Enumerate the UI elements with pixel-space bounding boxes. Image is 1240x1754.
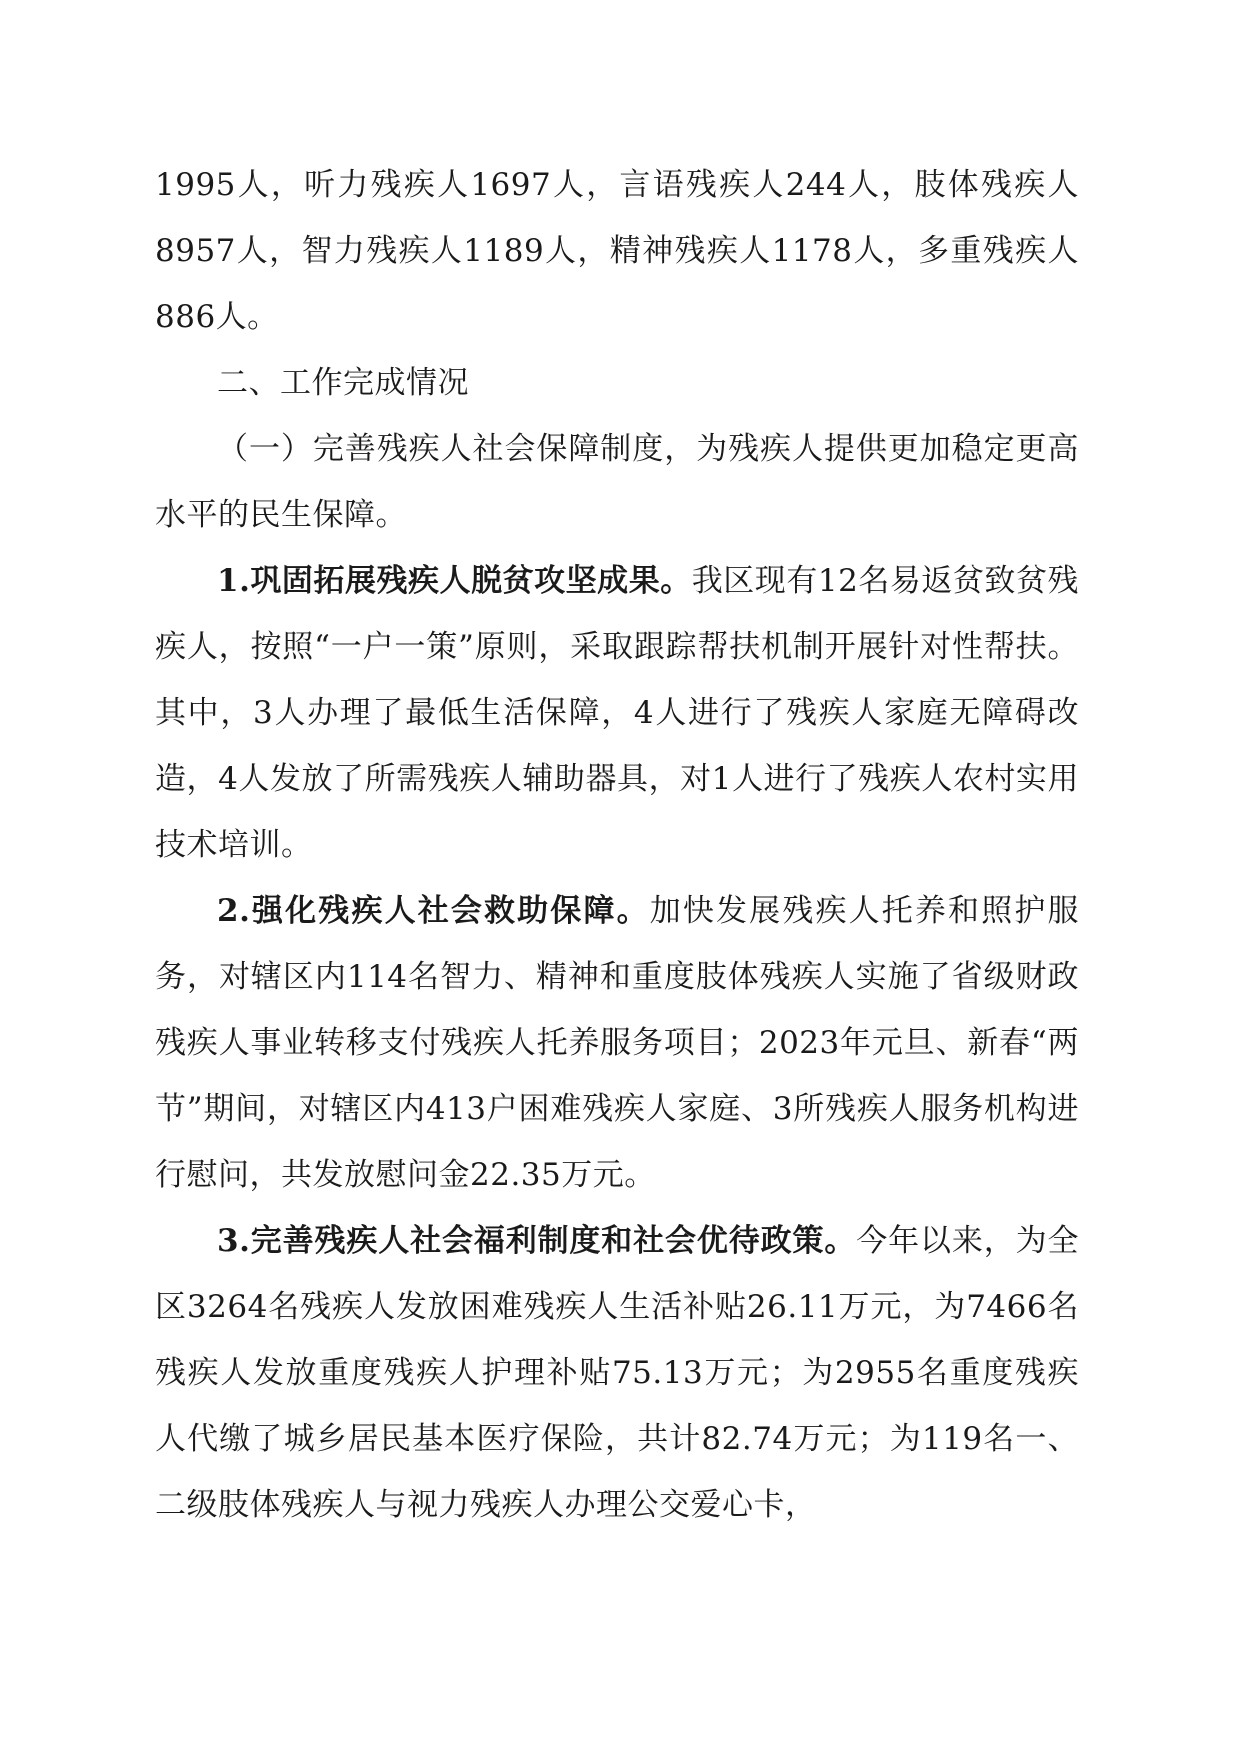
subsection-heading: （一）完善残疾人社会保障制度，为残疾人提供更加稳定更高水平的民生保障。 — [155, 431, 1079, 533]
item-paragraph-2 — [155, 878, 1079, 1208]
item-body-2: 加快发展残疾人托养和照护服务，对辖区内114名智力、精神和重度肢体残疾人实施了省级财政残疾人事业转移支付残疾人托养服务项目；2023年元旦、新春“两节”期间，对辖区内413户困难残疾人家庭、3所残疾人服务机构进行慰问，共发放慰问金22.35万元。 — [155, 893, 1079, 1193]
intro-continuation-paragraph: 1995人，听力残疾人1697人，言语残疾人244人，肢体残疾人8957人，智力残疾人1189人，精神残疾人1178人，多重残疾人886人。 — [155, 167, 1079, 335]
item-paragraph-1 — [155, 548, 1079, 878]
item-body-3: 今年以来，为全区3264名残疾人发放困难残疾人生活补贴26.11万元，为7466名残疾人发放重度残疾人护理补贴75.13万元；为2955名重度残疾人代缴了城乡居民基本医疗保险，共计82.74万元；为119名一、二级肢体残疾人与视力残疾人办理公交爱心卡， — [155, 1223, 1079, 1523]
document-body — [155, 152, 1079, 1538]
item-title-3: 3.完善残疾人社会福利制度和社会优待政策。 — [217, 1223, 857, 1259]
item-title-1: 1.巩固拓展残疾人脱贫攻坚成果。 — [217, 563, 692, 599]
item-title-2: 2.强化残疾人社会救助保障。 — [217, 893, 650, 929]
section-heading: 二、工作完成情况 — [217, 365, 469, 401]
item-body-1: 我区现有12名易返贫致贫残疾人，按照“一户一策”原则，采取跟踪帮扶机制开展针对性帮扶。其中，3人办理了最低生活保障，4人进行了残疾人家庭无障碍改造，4人发放了所需残疾人辅助器具，对1人进行了残疾人农村实用技术培训。 — [155, 563, 1079, 863]
item-paragraph-3 — [155, 1208, 1079, 1538]
